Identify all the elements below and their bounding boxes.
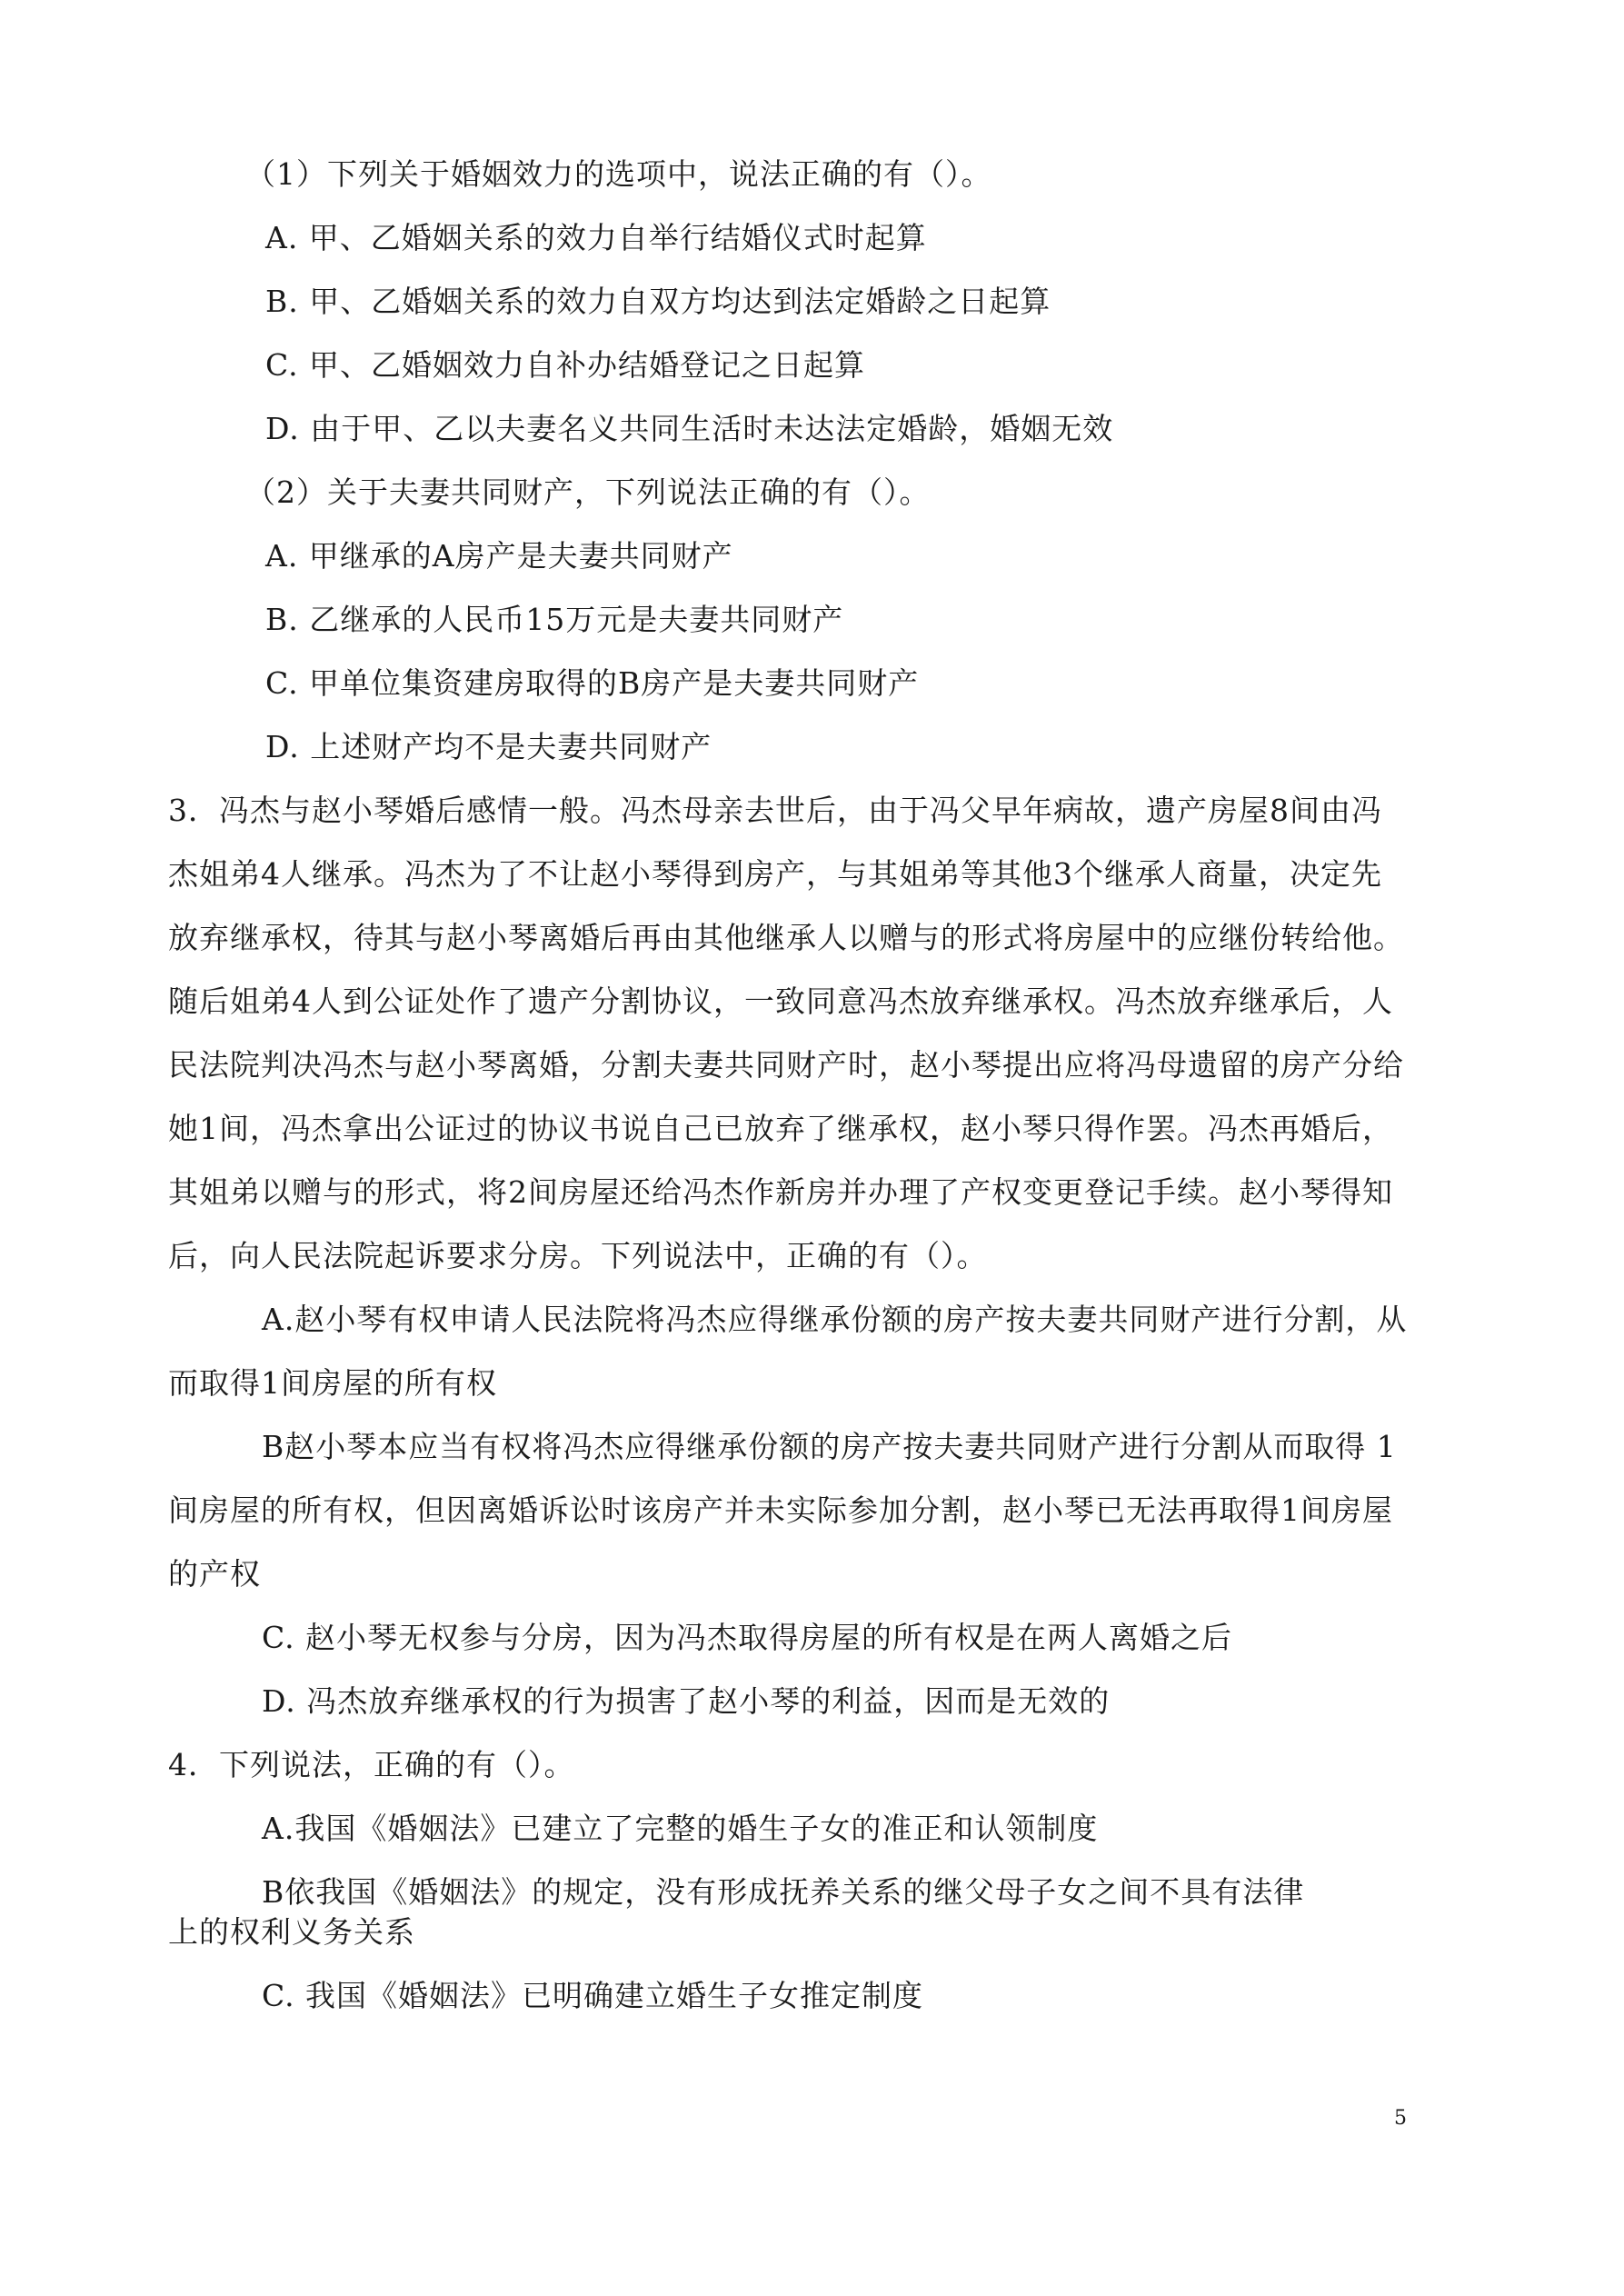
q2-stem: （2）关于夫妻共同财产，下列说法正确的有（）。	[245, 474, 931, 510]
q3-line: 她1间，冯杰拿出公证过的协议书说自己已放弃了继承权，赵小琴只得作罢。冯杰再婚后，	[168, 1111, 1393, 1146]
q3-option-b-line1: B赵小琴本应当有权将冯杰应得继承份额的房产按夫妻共同财产进行分割从而取得 1	[262, 1429, 1397, 1464]
q3-option-c: C. 赵小琴无权参与分房，因为冯杰取得房屋的所有权是在两人离婚之后	[262, 1620, 1233, 1655]
q4-option-c: C. 我国《婚姻法》已明确建立婚生子女推定制度	[262, 1978, 924, 2013]
q3-line: 其姐弟以赠与的形式，将2间房屋还给冯杰作新房并办理了产权变更登记手续。赵小琴得知	[168, 1174, 1393, 1210]
q2-option-d: D. 上述财产均不是夫妻共同财产	[265, 729, 712, 764]
q4-option-b-line1: B依我国《婚姻法》的规定，没有形成抚养关系的继父母子女之间不具有法律	[262, 1874, 1305, 1910]
q3-line: 随后姐弟4人到公证处作了遗产分割协议，一致同意冯杰放弃继承权。冯杰放弃继承后，人	[168, 983, 1393, 1019]
q2-option-c: C. 甲单位集资建房取得的B房产是夫妻共同财产	[265, 665, 920, 701]
q3-option-a-line2: 而取得1间房屋的所有权	[168, 1365, 497, 1401]
q1-option-d: D. 由于甲、乙以夫妻名义共同生活时未达法定婚龄，婚姻无效	[265, 411, 1114, 446]
q3-line: 3．冯杰与赵小琴婚后感情一般。冯杰母亲去世后，由于冯父早年病故，遗产房屋8间由冯	[168, 793, 1382, 828]
q3-option-b-line2: 间房屋的所有权，但因离婚诉讼时该房产并未实际参加分割，赵小琴已无法再取得1间房屋	[168, 1492, 1393, 1528]
q1-stem: （1）下列关于婚姻效力的选项中，说法正确的有（）。	[245, 156, 992, 192]
q4-stem: 4．下列说法，正确的有（）。	[168, 1747, 575, 1782]
q4-option-b-line2: 上的权利义务关系	[168, 1914, 415, 1950]
page-number: 5	[1394, 2107, 1407, 2130]
q2-option-b: B. 乙继承的人民币15万元是夫妻共同财产	[265, 602, 844, 637]
q3-line: 后，向人民法院起诉要求分房。下列说法中，正确的有（）。	[168, 1238, 988, 1273]
q3-option-d: D. 冯杰放弃继承权的行为损害了赵小琴的利益，因而是无效的	[262, 1683, 1111, 1719]
q4-option-a: A.我国《婚姻法》已建立了完整的婚生子女的准正和认领制度	[262, 1811, 1099, 1846]
q1-option-b: B. 甲、乙婚姻关系的效力自双方均达到法定婚龄之日起算	[265, 284, 1051, 319]
q2-option-a: A. 甲继承的A房产是夫妻共同财产	[265, 538, 733, 574]
q3-option-b-line3: 的产权	[168, 1556, 261, 1592]
q3-line: 民法院判决冯杰与赵小琴离婚，分割夫妻共同财产时，赵小琴提出应将冯母遗留的房产分给	[168, 1047, 1404, 1083]
q3-line: 杰姐弟4人继承。冯杰为了不让赵小琴得到房产，与其姐弟等其他3个继承人商量，决定先	[168, 856, 1382, 892]
q3-line: 放弃继承权，待其与赵小琴离婚后再由其他继承人以赠与的形式将房屋中的应继份转给他。	[168, 920, 1404, 955]
q1-option-c: C. 甲、乙婚姻效力自补办结婚登记之日起算	[265, 347, 866, 383]
q1-option-a: A. 甲、乙婚姻关系的效力自举行结婚仪式时起算	[265, 220, 927, 255]
q3-option-a-line1: A.赵小琴有权申请人民法院将冯杰应得继承份额的房产按夫妻共同财产进行分割，从	[262, 1302, 1408, 1337]
